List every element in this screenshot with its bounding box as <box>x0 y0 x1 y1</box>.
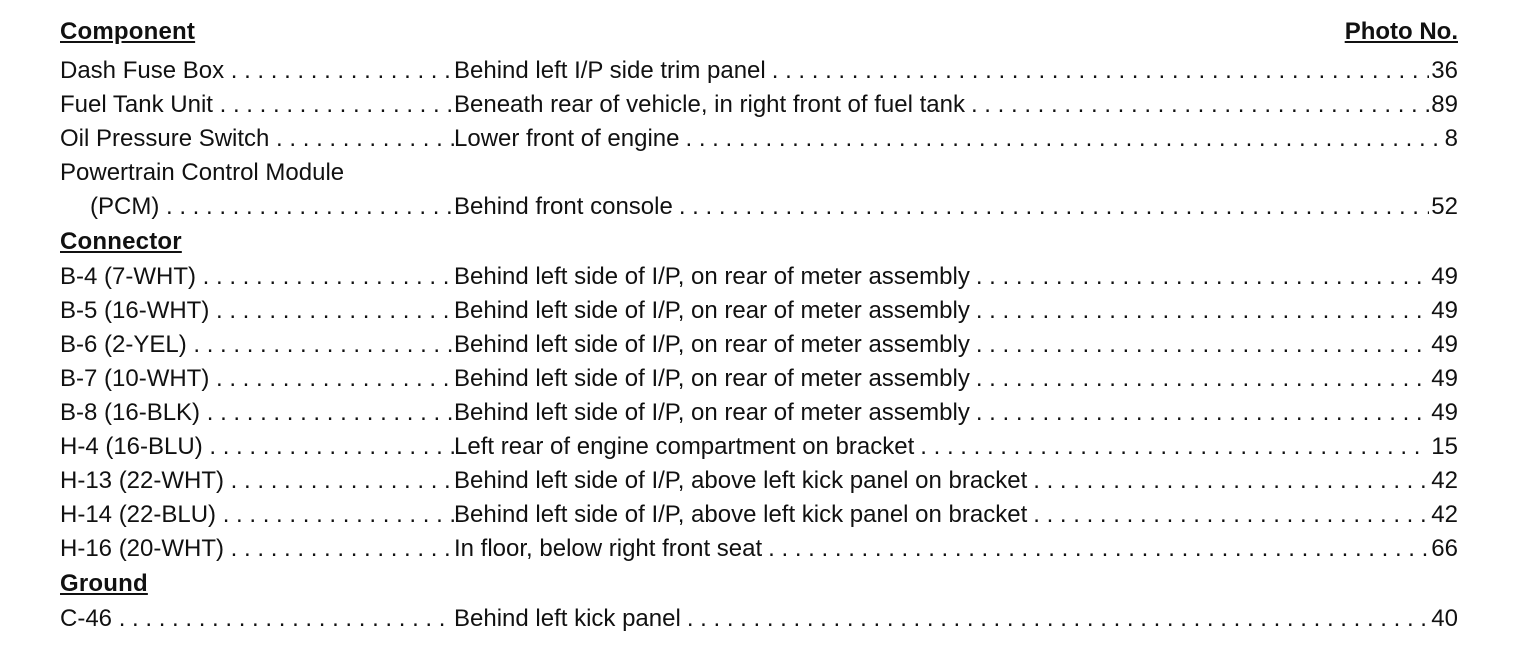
location-cell <box>454 464 1458 498</box>
leader-dots <box>920 430 1429 464</box>
connector-name: B-6 (2-YEL) . . . <box>60 328 454 362</box>
photo-number: 49 <box>1431 297 1458 324</box>
photo-number: 49 <box>1431 331 1458 358</box>
photo-number: 49 <box>1431 399 1458 426</box>
location-cell <box>454 430 1458 464</box>
connector-name: B-5 (16-WHT) . . . <box>60 294 454 328</box>
location-text: Behind left side of I/P, above left kick panel on bracket <box>454 501 1028 528</box>
leader-dots <box>976 362 1429 396</box>
location-cell <box>454 328 1458 362</box>
table-row <box>60 122 1458 156</box>
leader-dots <box>976 294 1429 328</box>
location-text: Behind left I/P side trim panel <box>454 57 766 84</box>
component-name: Fuel Tank Unit . . . <box>60 88 454 122</box>
connector-name: B-8 (16-BLK) . . . <box>60 396 454 430</box>
location-cell <box>454 54 1458 88</box>
leader-dots <box>685 122 1442 156</box>
ground-name: C-46 . . . <box>60 602 454 636</box>
connector-section-header <box>60 224 1458 260</box>
location-text: Behind left side of I/P, on rear of meter assembly <box>454 263 970 290</box>
location-text: Behind left kick panel <box>454 605 681 632</box>
leader-dots <box>679 190 1429 224</box>
location-text: Behind left side of I/P, on rear of meter assembly <box>454 365 970 392</box>
table-row <box>60 328 1458 362</box>
component-name: Powertrain Control Module <box>60 159 345 186</box>
ground-section-header <box>60 566 1458 602</box>
location-cell <box>454 260 1458 294</box>
table-row <box>60 430 1458 464</box>
location-text: Behind front console <box>454 193 673 220</box>
table-row <box>60 498 1458 532</box>
location-cell <box>454 532 1458 566</box>
leader-dots <box>976 328 1429 362</box>
connector-name: H-4 (16-BLU) . . . <box>60 430 454 464</box>
component-section-title: Component <box>60 18 196 45</box>
location-text: Lower front of engine <box>454 125 680 152</box>
connector-name: H-16 (20-WHT) . . . <box>60 532 454 566</box>
location-text: Beneath rear of vehicle, in right front of fuel tank <box>454 91 965 118</box>
connector-name: H-13 (22-WHT) . . . <box>60 464 454 498</box>
photo-number-column-title: Photo No. <box>1344 18 1458 45</box>
table-row <box>60 396 1458 430</box>
location-cell <box>454 190 1458 224</box>
location-cell <box>454 362 1458 396</box>
component-name: Dash Fuse Box . . . <box>60 54 454 88</box>
table-row <box>60 532 1458 566</box>
table-row <box>60 156 1458 190</box>
leader-dots <box>976 260 1429 294</box>
connector-section-title: Connector <box>60 228 182 255</box>
photo-number: 42 <box>1431 467 1458 494</box>
location-text: Left rear of engine compartment on bracket <box>454 433 915 460</box>
leader-dots <box>1033 498 1429 532</box>
connector-name: H-14 (22-BLU) . . . <box>60 498 454 532</box>
location-cell <box>454 122 1458 156</box>
location-cell <box>454 88 1458 122</box>
photo-number: 49 <box>1431 365 1458 392</box>
component-location-table <box>60 14 1458 636</box>
photo-number: 49 <box>1431 263 1458 290</box>
location-text: Behind left side of I/P, on rear of meter assembly <box>454 331 970 358</box>
photo-number: 36 <box>1431 57 1458 84</box>
location-cell <box>454 498 1458 532</box>
leader-dots <box>1033 464 1429 498</box>
photo-number: 66 <box>1431 535 1458 562</box>
ground-section-title: Ground <box>60 570 148 597</box>
photo-number: 8 <box>1444 125 1458 152</box>
photo-number: 89 <box>1431 91 1458 118</box>
table-row <box>60 602 1458 636</box>
leader-dots <box>971 88 1429 122</box>
photo-number: 42 <box>1431 501 1458 528</box>
table-row <box>60 54 1458 88</box>
component-name: (PCM) . . . <box>60 190 454 224</box>
location-text: In floor, below right front seat <box>454 535 763 562</box>
connector-name: B-7 (10-WHT) . . . <box>60 362 454 396</box>
table-row <box>60 294 1458 328</box>
leader-dots <box>976 396 1429 430</box>
location-text: Behind left side of I/P, above left kick panel on bracket <box>454 467 1028 494</box>
table-row <box>60 190 1458 224</box>
photo-number: 52 <box>1431 193 1458 220</box>
leader-dots <box>772 54 1430 88</box>
location-cell <box>454 602 1458 636</box>
leader-dots <box>687 602 1429 636</box>
location-cell <box>454 294 1458 328</box>
table-header <box>60 14 1458 54</box>
table-row <box>60 88 1458 122</box>
table-row <box>60 260 1458 294</box>
connector-name: B-4 (7-WHT) . . . <box>60 260 454 294</box>
table-row <box>60 464 1458 498</box>
photo-number: 15 <box>1431 433 1458 460</box>
leader-dots <box>768 532 1429 566</box>
component-name: Oil Pressure Switch . . . <box>60 122 454 156</box>
table-row <box>60 362 1458 396</box>
location-cell <box>454 396 1458 430</box>
location-text: Behind left side of I/P, on rear of meter assembly <box>454 399 970 426</box>
photo-number: 40 <box>1431 605 1458 632</box>
location-text: Behind left side of I/P, on rear of meter assembly <box>454 297 970 324</box>
